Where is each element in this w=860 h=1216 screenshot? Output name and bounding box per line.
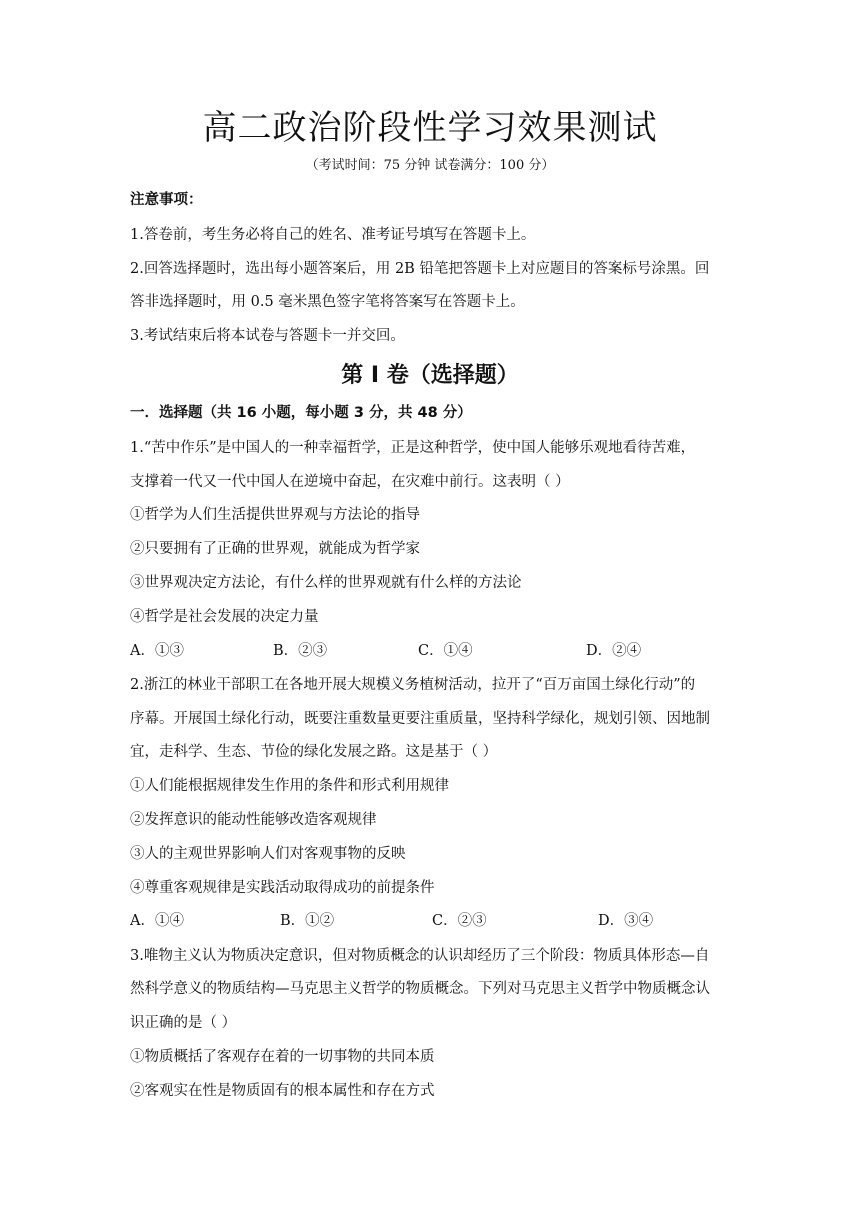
part-heading: 一．选择题（共 16 小题，每小题 3 分，共 48 分）: [130, 405, 472, 421]
question-3-stem-line-1: 3.唯物主义认为物质决定意识，但对物质概念的认识却经历了三个阶段：物质具体形态—自: [130, 948, 710, 964]
question-3-statement-2: ②客观实在性是物质固有的根本属性和存在方式: [130, 1083, 435, 1099]
question-1-option-b: B．②③: [273, 643, 328, 659]
section-title: 第 I 卷（选择题）: [341, 363, 519, 388]
question-2-option-a: A．①④: [130, 913, 184, 929]
question-2-statement-2: ②发挥意识的能动性能够改造客观规律: [130, 812, 377, 828]
question-1-statement-1: ①哲学为人们生活提供世界观与方法论的指导: [130, 507, 420, 523]
exam-title: 高二政治阶段性学习效果测试: [202, 108, 658, 148]
question-1-option-a: A．①③: [130, 643, 184, 659]
question-2-statement-3: ③人的主观世界影响人们对客观事物的反映: [130, 846, 406, 862]
question-2-stem-line-3: 宜，走科学、生态、节俭的绿化发展之路。这是基于（ ）: [130, 744, 498, 760]
question-2-option-b: B．①②: [280, 913, 335, 929]
question-2-statement-4: ④尊重客观规律是实践活动取得成功的前提条件: [130, 880, 435, 896]
question-3-stem-line-2: 然科学意义的物质结构—马克思主义哲学的物质概念。下列对马克思主义哲学中物质概念认: [130, 981, 710, 997]
question-3-stem-line-3: 识正确的是（ ）: [130, 1015, 237, 1031]
question-1-statement-4: ④哲学是社会发展的决定力量: [130, 609, 319, 625]
notice-heading: 注意事项：: [130, 192, 203, 208]
question-1-option-d: D．②④: [586, 643, 642, 659]
exam-subtitle: （考试时间：75 分钟 试卷满分：100 分）: [305, 158, 555, 173]
question-1-stem-line-1: 1.“苦中作乐”是中国人的一种幸福哲学，正是这种哲学，使中国人能够乐观地看待苦难，: [130, 440, 696, 456]
question-2-stem-line-1: 2.浙江的林业干部职工在各地开展大规模义务植树活动，拉开了“百万亩国土绿化行动”的: [130, 677, 696, 693]
question-2-statement-1: ①人们能根据规律发生作用的条件和形式利用规律: [130, 778, 449, 794]
notice-item-2-cont: 答非选择题时，用 0.5 毫米黑色签字笔将答案写在答题卡上。: [130, 294, 525, 310]
notice-item-1: 1.答卷前，考生务必将自己的姓名、准考证号填写在答题卡上。: [130, 227, 536, 243]
question-1-statement-2: ②只要拥有了正确的世界观，就能成为哲学家: [130, 541, 420, 557]
notice-item-3: 3.考试结束后将本试卷与答题卡一并交回。: [130, 328, 405, 344]
question-2-stem-line-2: 序幕。开展国土绿化行动，既要注重数量更要注重质量，坚持科学绿化，规划引领、因地制: [130, 711, 710, 727]
question-1-statement-3: ③世界观决定方法论，有什么样的世界观就有什么样的方法论: [130, 575, 522, 591]
question-2-option-c: C．②③: [432, 913, 487, 929]
notice-item-2: 2.回答选择题时，选出每小题答案后，用 2B 铅笔把答题卡上对应题目的答案标号涂黑。回: [130, 261, 710, 277]
question-1-stem-line-2: 支撑着一代又一代中国人在逆境中奋起，在灾难中前行。这表明（ ）: [130, 474, 570, 490]
question-3-statement-1: ①物质概括了客观存在着的一切事物的共同本质: [130, 1049, 435, 1065]
question-1-option-c: C．①④: [418, 643, 473, 659]
question-2-option-d: D．③④: [598, 913, 654, 929]
